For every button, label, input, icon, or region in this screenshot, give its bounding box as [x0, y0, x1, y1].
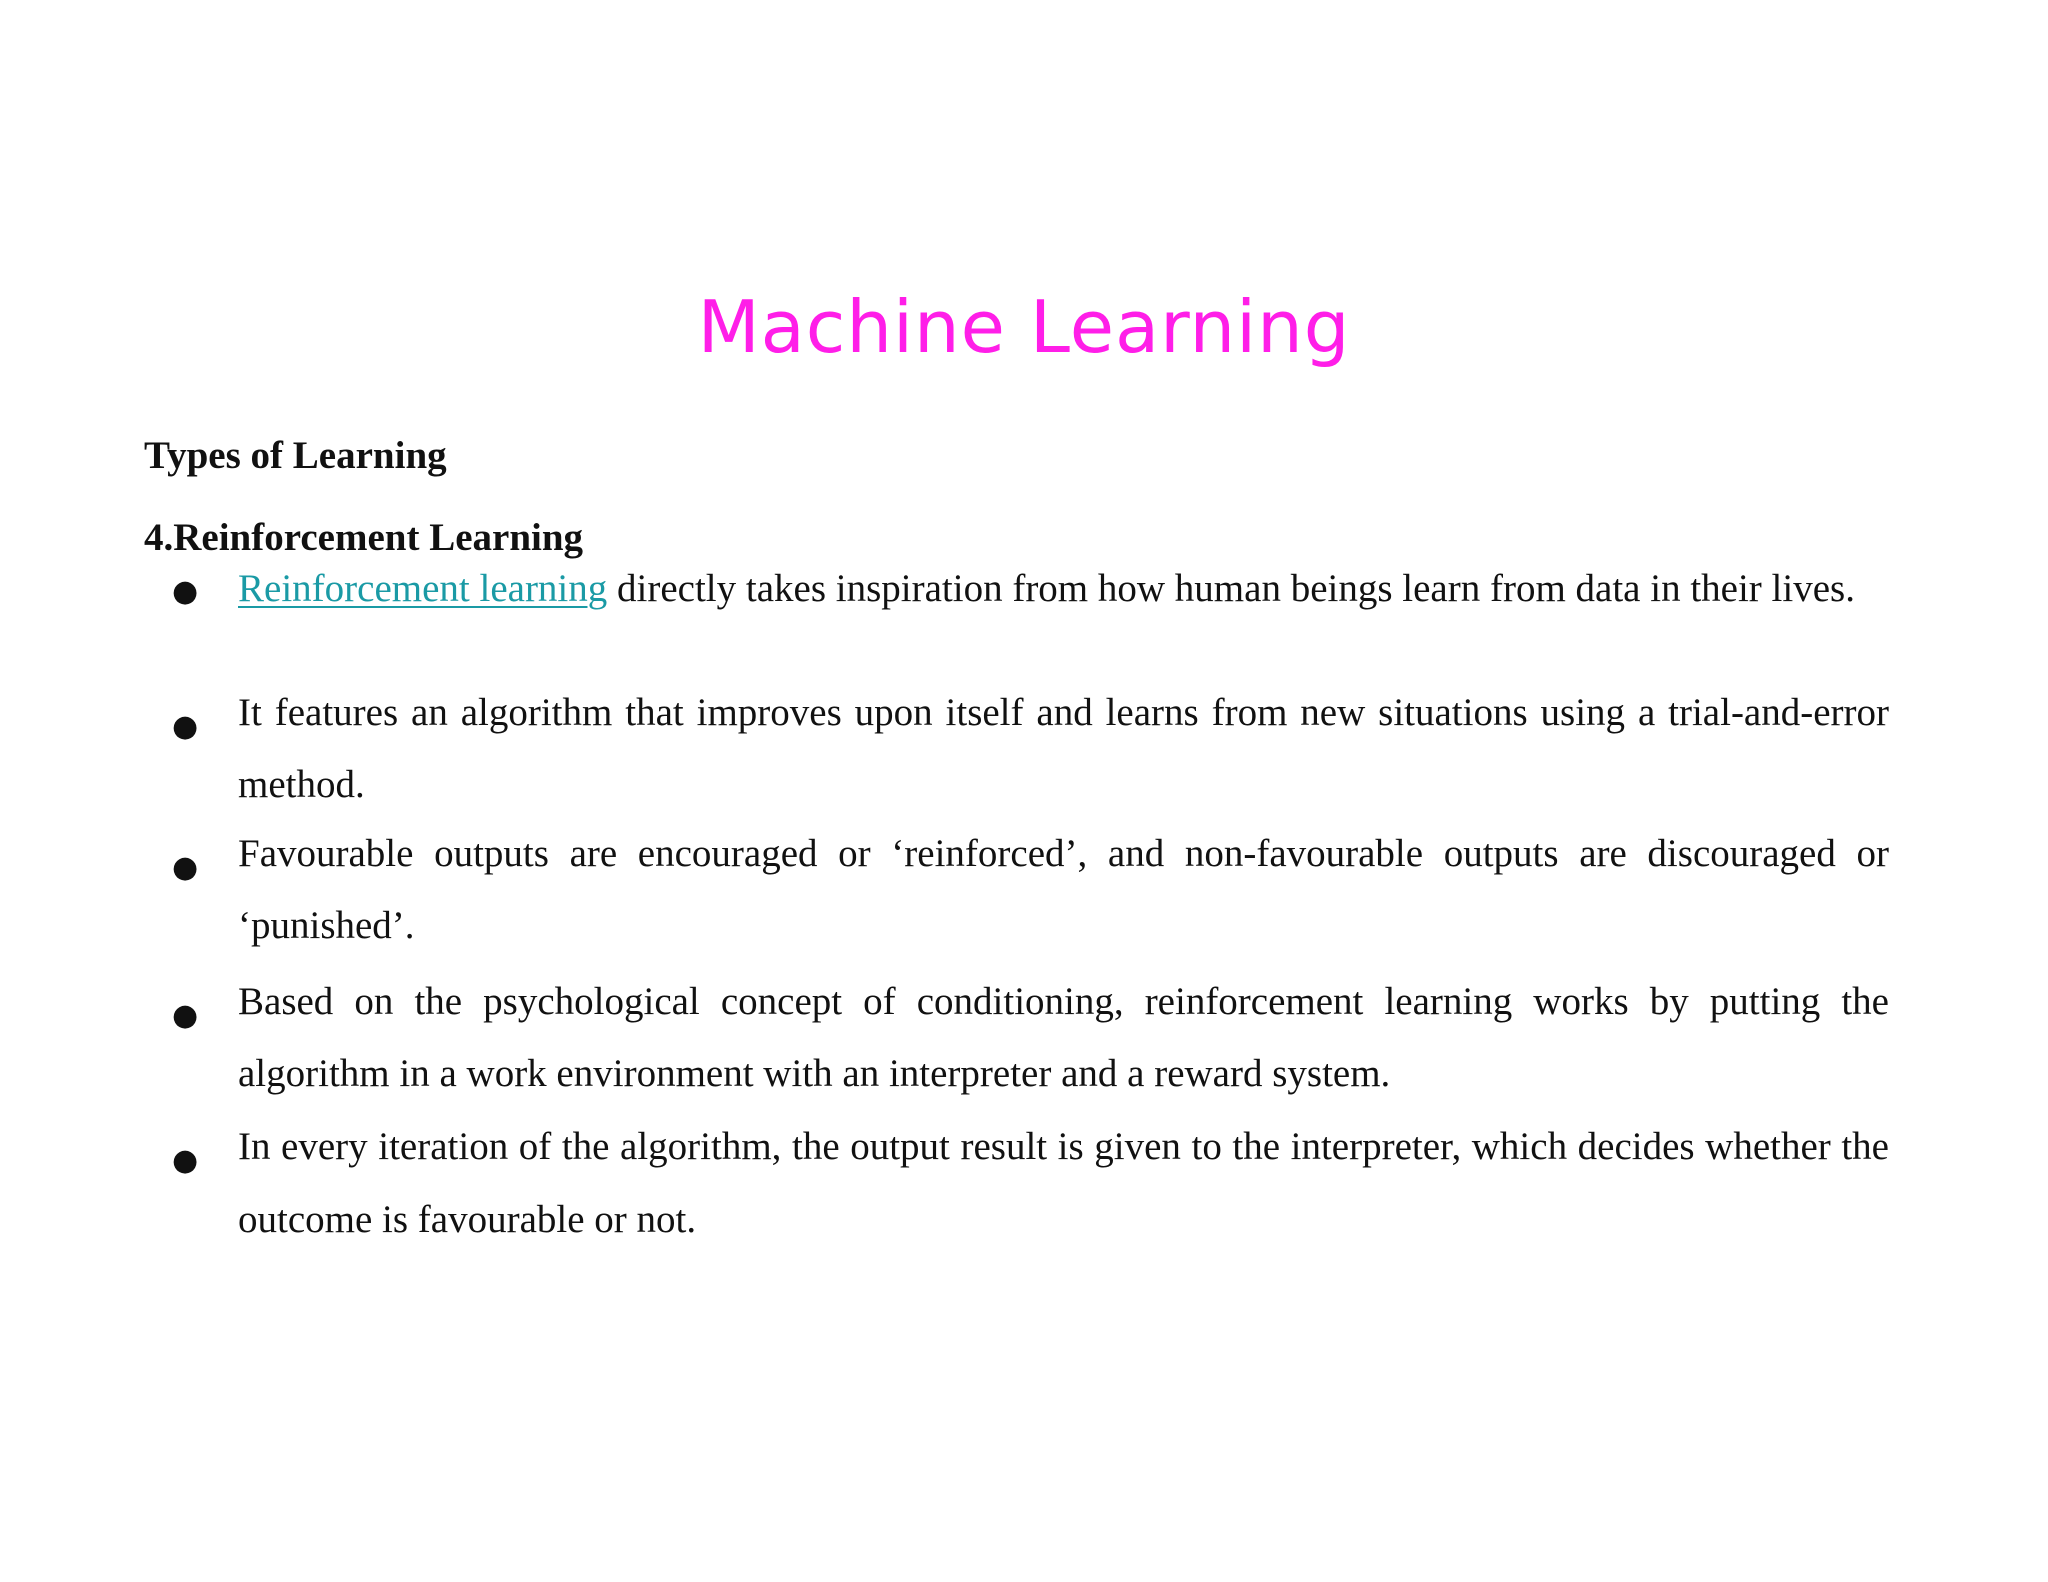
- subsection-heading: 4.Reinforcement Learning: [144, 516, 584, 559]
- bullet-icon: ●: [172, 1143, 199, 1178]
- list-item: [172, 966, 1889, 1110]
- bullet-icon: ●: [172, 574, 199, 609]
- page-title: Machine Learning: [697, 285, 1351, 369]
- bullet-text: Favourable outputs are encouraged or ‘reinforced’, and non-favourable outputs are discouraged or ‘punished’.: [238, 832, 1889, 947]
- bullet-icon: ●: [172, 709, 199, 744]
- bullet-icon: ●: [172, 850, 199, 885]
- list-item: [172, 1110, 1889, 1256]
- list-item: [172, 818, 1889, 962]
- bullet-icon: ●: [172, 998, 199, 1033]
- bullet-text: directly takes inspiration from how human beings learn from data in their lives.: [607, 567, 1855, 610]
- bullet-text: Based on the psychological concept of conditioning, reinforcement learning works by putting the algorithm in a work environment with an interpreter and a reward system.: [238, 980, 1889, 1095]
- section-heading: Types of Learning: [144, 434, 447, 477]
- list-item: [172, 564, 1889, 614]
- reinforcement-learning-link[interactable]: Reinforcement learning: [238, 567, 608, 610]
- bullet-text: It features an algorithm that improves upon itself and learns from new situations using a trial-and-error method.: [238, 691, 1889, 806]
- bullet-text: In every iteration of the algorithm, the output result is given to the interpreter, which decides whether the outcome is favourable or not.: [238, 1125, 1889, 1241]
- list-item: [172, 677, 1889, 821]
